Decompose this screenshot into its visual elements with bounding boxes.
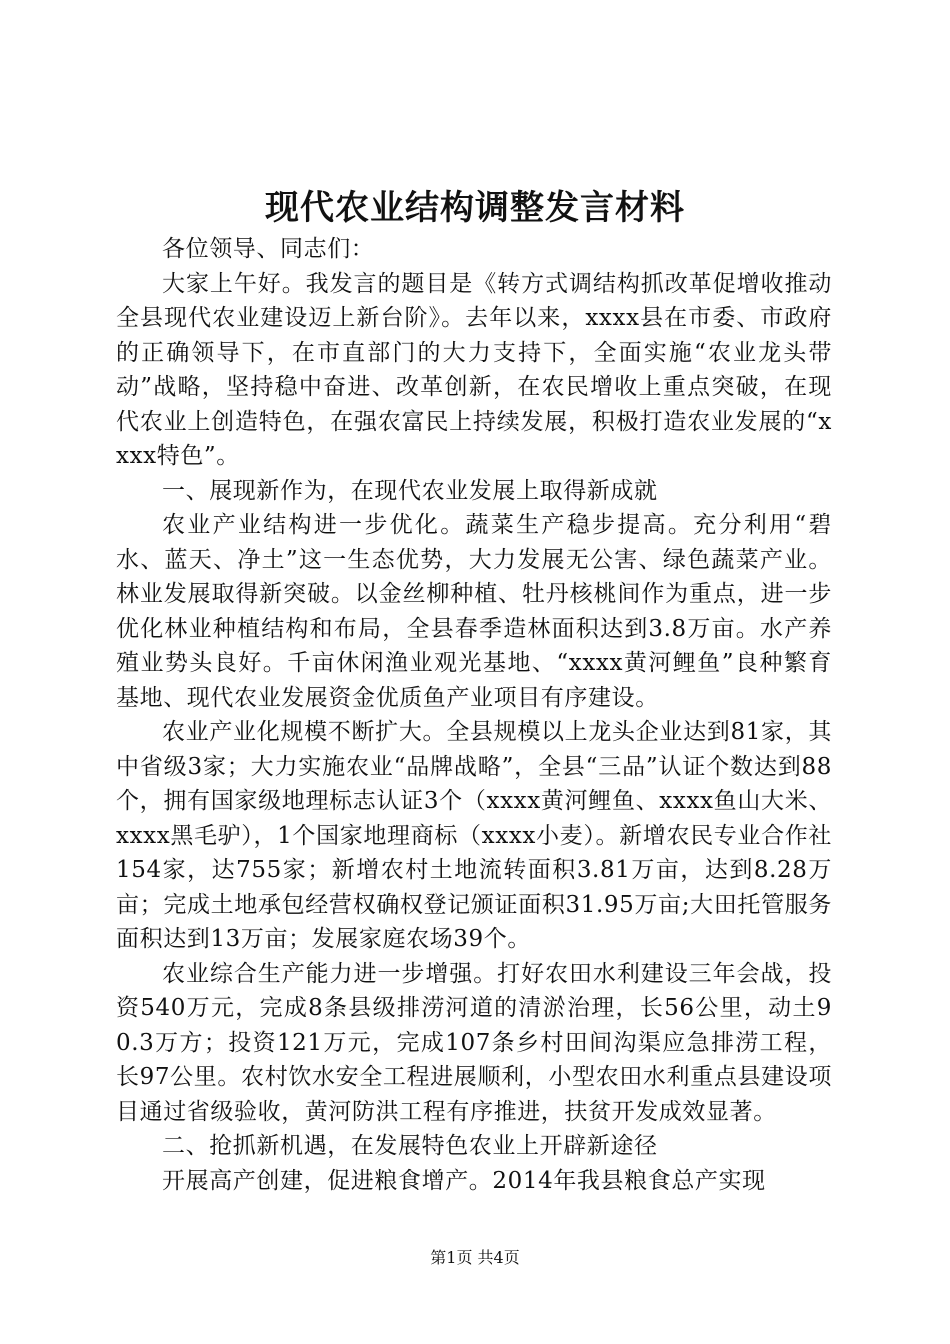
body-paragraph: 开展高产创建，促进粮食增产。2014年我县粮食总产实现 [162,1167,766,1194]
section-heading-2: 二、抢抓新机遇，在发展特色农业上开辟新途径 [162,1133,658,1159]
document-body [116,232,832,1198]
page-number-footer: 第1页 共4页 [430,1248,520,1267]
intro-paragraph: 大家上午好。我发言的题目是《转方式调结构抓改革促增收推动全县现代农业建设迈上新台阶》。去年以来，xxxx县在市委、市政府的正确领导下，在市直部门的大力支持下，全面实施“农业龙头带动”战略，坚持稳中奋进、改革创新，在农民增收上重点突破，在现代农业上创造特色，在强农富民上持续发展，积极打造农业发展的“xxxx特色”。 [116,270,832,469]
section-heading-1: 一、展现新作为，在现代农业发展上取得新成就 [162,477,658,504]
body-paragraph: 农业产业结构进一步优化。蔬菜生产稳步提高。充分利用“碧水、蓝天、净土”这一生态优势，大力发展无公害、绿色蔬菜产业。林业发展取得新突破。以金丝柳种植、牡丹核桃间作为重点，进一步优化林业种植结构和布局，全县春季造林面积达到3.8万亩。水产养殖业势头良好。千亩休闲渔业观光基地、“xxxx黄河鲤鱼”良种繁育基地、现代农业发展资金优质鱼产业项目有序建设。 [116,512,832,711]
body-paragraph: 农业产业化规模不断扩大。全县规模以上龙头企业达到81家，其中省级3家；大力实施农业“品牌战略”，全县“三品”认证个数达到88个，拥有国家级地理标志认证3个（xxxx黄河鲤鱼、xxxx鱼山大米、xxxx黑毛驴），1个国家地理商标（xxxx小麦）。新增农民专业合作社154家，达755家；新增农村土地流转面积3.81万亩，达到8.28万亩；完成土地承包经营权确权登记颁证面积31.95万亩;大田托管服务面积达到13万亩；发展家庭农场39个。 [116,719,832,952]
salutation-paragraph: 各位领导、同志们： [162,236,375,262]
body-paragraph: 农业综合生产能力进一步增强。打好农田水利建设三年会战，投资540万元，完成8条县级排涝河道的清淤治理，长56公里，动土90.3万方；投资121万元，完成107条乡村田间沟渠应急排涝工程，长97公里。农村饮水安全工程进展顺利，小型农田水利重点县建设项目通过省级验收，黄河防洪工程有序推进，扶贫开发成效显著。 [116,960,832,1125]
document-title: 现代农业结构调整发言材料 [265,188,685,228]
